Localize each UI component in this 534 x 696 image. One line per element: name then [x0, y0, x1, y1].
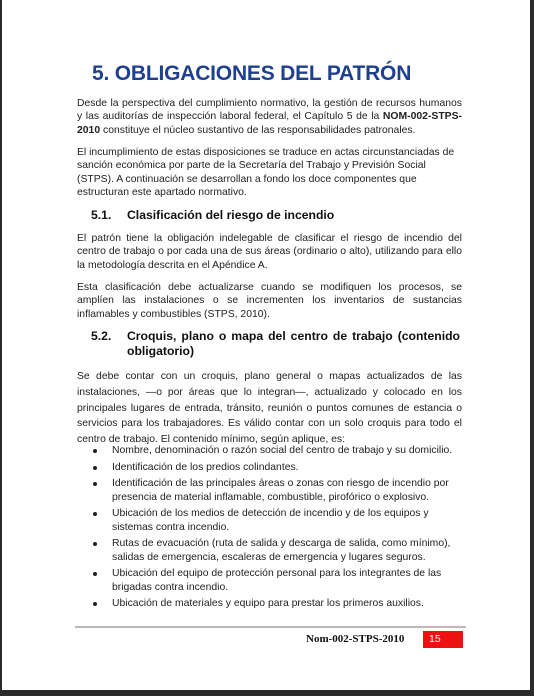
subsection-heading-5-2 [91, 329, 463, 359]
list-item: Rutas de evacuación (ruta de salida y descarga de salida, como mínimo), salidas de emergencia, escaleras de emergencia y lugares seguros. [91, 537, 463, 564]
list-item: Nombre, denominación o razón social del centro de trabajo y su domicilio. [91, 444, 463, 457]
bullet-icon [93, 572, 97, 576]
subsection-heading-5-1 [91, 208, 463, 223]
intro-paragraph-1 [77, 97, 462, 137]
intro-text-b: constituye el núcleo sustantivo de las responsabilidades patronales. [100, 124, 416, 136]
subsection-number: 5.1. [91, 208, 112, 222]
subsection-number: 5.2. [91, 329, 112, 343]
footer-divider [75, 626, 466, 628]
paragraph-5-2: Se debe contar con un croquis, plano general o mapas actualizados de las instalaciones, —o por áreas que lo integran—, actualizado y colocado en los principales lugares de entrada, tránsito, reunión o puntos comunes de estancia o servicios para los trabajadores. Es válido contar con un solo croquis para todo el centro de trabajo. El contenido mínimo, según aplique, es: [77, 371, 462, 446]
bullet-icon [93, 482, 97, 486]
section-title: 5. OBLIGACIONES DEL PATRÓN [92, 62, 412, 85]
list-item: Ubicación del equipo de protección personal para los integrantes de las brigadas contra incendio. [91, 567, 463, 594]
intro-text-a: Desde la perspectiva del cumplimiento normativo, la gestión de recursos humanos y las auditorías de inspección laboral federal, el Capítulo 5 de la [77, 98, 462, 123]
footer-document-name: Nom-002-STPS-2010 [306, 633, 405, 645]
requirements-list [91, 444, 463, 614]
list-item: Ubicación de materiales y equipo para prestar los primeros auxilios. [91, 597, 463, 610]
paragraph-5-1-b: Esta clasificación debe actualizarse cuando se modifiquen los procesos, se amplíen las instalaciones o se incrementen los inventarios de sustancias inflamables y combustibles (STPS, 2010). [77, 282, 462, 320]
bullet-icon [93, 602, 97, 606]
page-number-badge: 15 [423, 631, 463, 648]
document-page [2, 0, 530, 690]
bullet-icon [93, 512, 97, 516]
list-item: Identificación de las principales áreas o zonas con riesgo de incendio por presencia de material inflamable, combustible, pirofórico o explosivo. [91, 477, 463, 504]
bullet-icon [93, 449, 97, 453]
paragraph-5-1-a: El patrón tiene la obligación indelegable de clasificar el riesgo de incendio del centro de trabajo o por cada una de sus áreas (ordinario o alto), utilizando para ello la metodología descrita en el Apéndice A. [77, 233, 462, 271]
list-item: Ubicación de los medios de detección de incendio y de los equipos y sistemas contra incendio. [91, 507, 463, 534]
norm-reference: NOM-002-STPS-2010 [77, 111, 462, 136]
subsection-title: Croquis, plano o mapa del centro de trabajo (contenido obligatorio) [127, 329, 460, 358]
bullet-icon [93, 542, 97, 546]
subsection-title: Clasificación del riesgo de incendio [127, 208, 335, 222]
list-item: Identificación de los predios colindantes. [91, 461, 463, 474]
intro-paragraph-2: El incumplimiento de estas disposiciones se traduce en actas circunstanciadas de sanción económica por parte de la Secretaría del Trabajo y Previsión Social (STPS). A continuación se desarrollan a fondo los doce componentes que estructuran este apartado normativo. [77, 147, 455, 199]
bullet-icon [93, 466, 97, 470]
